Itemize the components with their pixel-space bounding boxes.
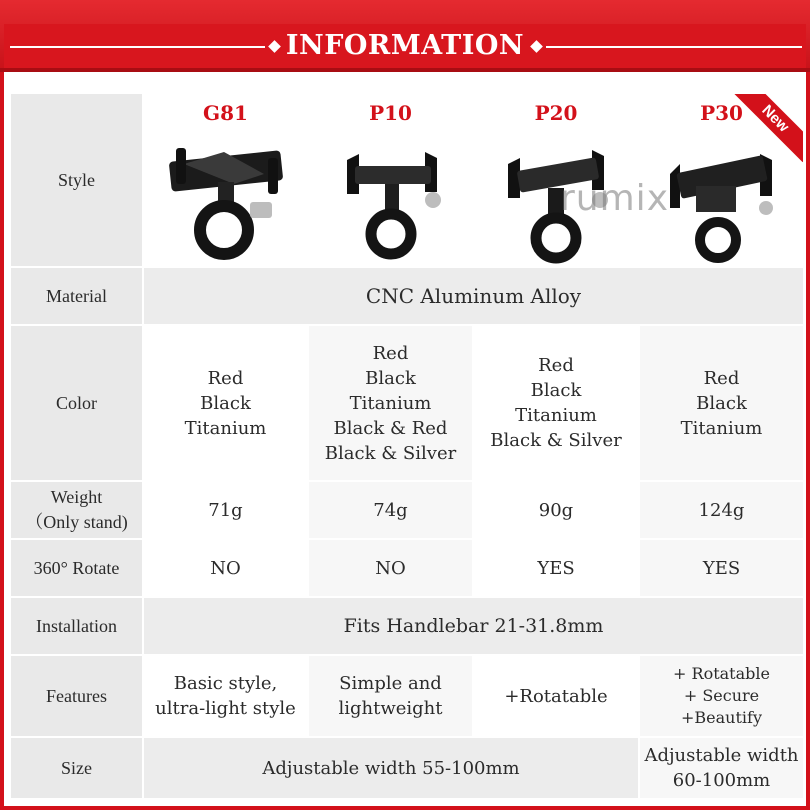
color-item: Red <box>207 367 244 389</box>
weight-value: 124g <box>639 481 804 539</box>
header-banner <box>0 0 810 72</box>
rotate-value: NO <box>143 539 308 597</box>
phone-holder-p30-image <box>660 134 784 264</box>
color-item: Titanium <box>184 417 267 439</box>
weight-value: 71g <box>143 481 308 539</box>
features-p20 <box>473 655 639 737</box>
installation-row <box>10 597 804 655</box>
color-item: Titanium <box>680 417 763 439</box>
color-item: Red <box>372 342 409 364</box>
rotate-value: YES <box>639 539 804 597</box>
weight-row <box>10 481 804 539</box>
color-item: Red <box>538 355 574 376</box>
features-g81 <box>143 655 308 737</box>
features-row <box>10 655 804 737</box>
model-name: P10 <box>369 101 412 125</box>
row-label-material: Material <box>10 267 143 325</box>
feature-item: +Beautify <box>681 708 762 727</box>
color-item: Red <box>703 367 740 389</box>
color-item: Black & Red <box>333 417 448 439</box>
model-cell-p10 <box>308 93 473 267</box>
feature-item: Basic style, <box>173 673 278 694</box>
spec-table <box>9 92 805 800</box>
row-label-features: Features <box>10 655 143 737</box>
feature-item: ultra-light style <box>155 698 296 719</box>
size-shared-value: Adjustable width 55-100mm <box>143 737 639 799</box>
watermark-text: rumix <box>560 178 669 219</box>
weight-label-line2: （Only stand) <box>25 512 128 532</box>
color-item: Black & Silver <box>324 442 457 464</box>
new-badge-label: New <box>733 94 803 162</box>
header-divider-left <box>10 46 265 48</box>
color-row <box>10 325 804 481</box>
row-label-installation: Installation <box>10 597 143 655</box>
color-list-p20 <box>473 325 639 481</box>
installation-value: Fits Handlebar 21-31.8mm <box>143 597 804 655</box>
rotate-row <box>10 539 804 597</box>
row-label-color: Color <box>10 325 143 481</box>
feature-item: Simple and <box>339 673 442 694</box>
material-value: CNC Aluminum Alloy <box>143 267 804 325</box>
size-p30-line2: 60-100mm <box>672 770 771 791</box>
size-p30-value <box>639 737 804 799</box>
phone-holder-p10-image <box>329 134 453 264</box>
model-name: P30 <box>700 101 743 125</box>
page-title: INFORMATION <box>285 30 525 61</box>
model-name: P20 <box>534 101 578 125</box>
model-name: G81 <box>203 101 248 125</box>
phone-holder-g81-image <box>164 134 288 264</box>
color-list-p30 <box>639 325 804 481</box>
color-list-g81 <box>143 325 308 481</box>
size-row <box>10 737 804 799</box>
color-item: Titanium <box>349 392 432 414</box>
color-item: Black <box>365 367 416 389</box>
row-label-rotate: 360° Rotate <box>10 539 143 597</box>
color-item: Titanium <box>515 405 597 426</box>
color-item: Black <box>696 392 747 414</box>
feature-item: + Secure <box>683 686 760 705</box>
model-cell-g81 <box>143 93 308 267</box>
features-p30 <box>639 655 804 737</box>
row-label-weight <box>10 481 143 539</box>
weight-value: 74g <box>308 481 473 539</box>
row-label-size: Size <box>10 737 143 799</box>
rotate-value: NO <box>308 539 473 597</box>
weight-value: 90g <box>473 481 639 539</box>
row-label-style: Style <box>10 93 143 267</box>
color-item: Black & Silver <box>490 430 622 451</box>
size-p30-line1: Adjustable width <box>644 745 799 766</box>
color-item: Black <box>530 380 582 401</box>
weight-label-line1: Weight <box>50 487 103 507</box>
color-list-p10 <box>308 325 473 481</box>
material-row <box>10 267 804 325</box>
feature-item: + Rotatable <box>673 664 770 683</box>
header-divider-right <box>546 46 802 48</box>
rotate-value: YES <box>473 539 639 597</box>
features-p10 <box>308 655 473 737</box>
style-row <box>10 93 804 267</box>
color-item: Black <box>200 392 251 414</box>
feature-item: +Rotatable <box>504 685 608 707</box>
feature-item: lightweight <box>338 698 443 719</box>
